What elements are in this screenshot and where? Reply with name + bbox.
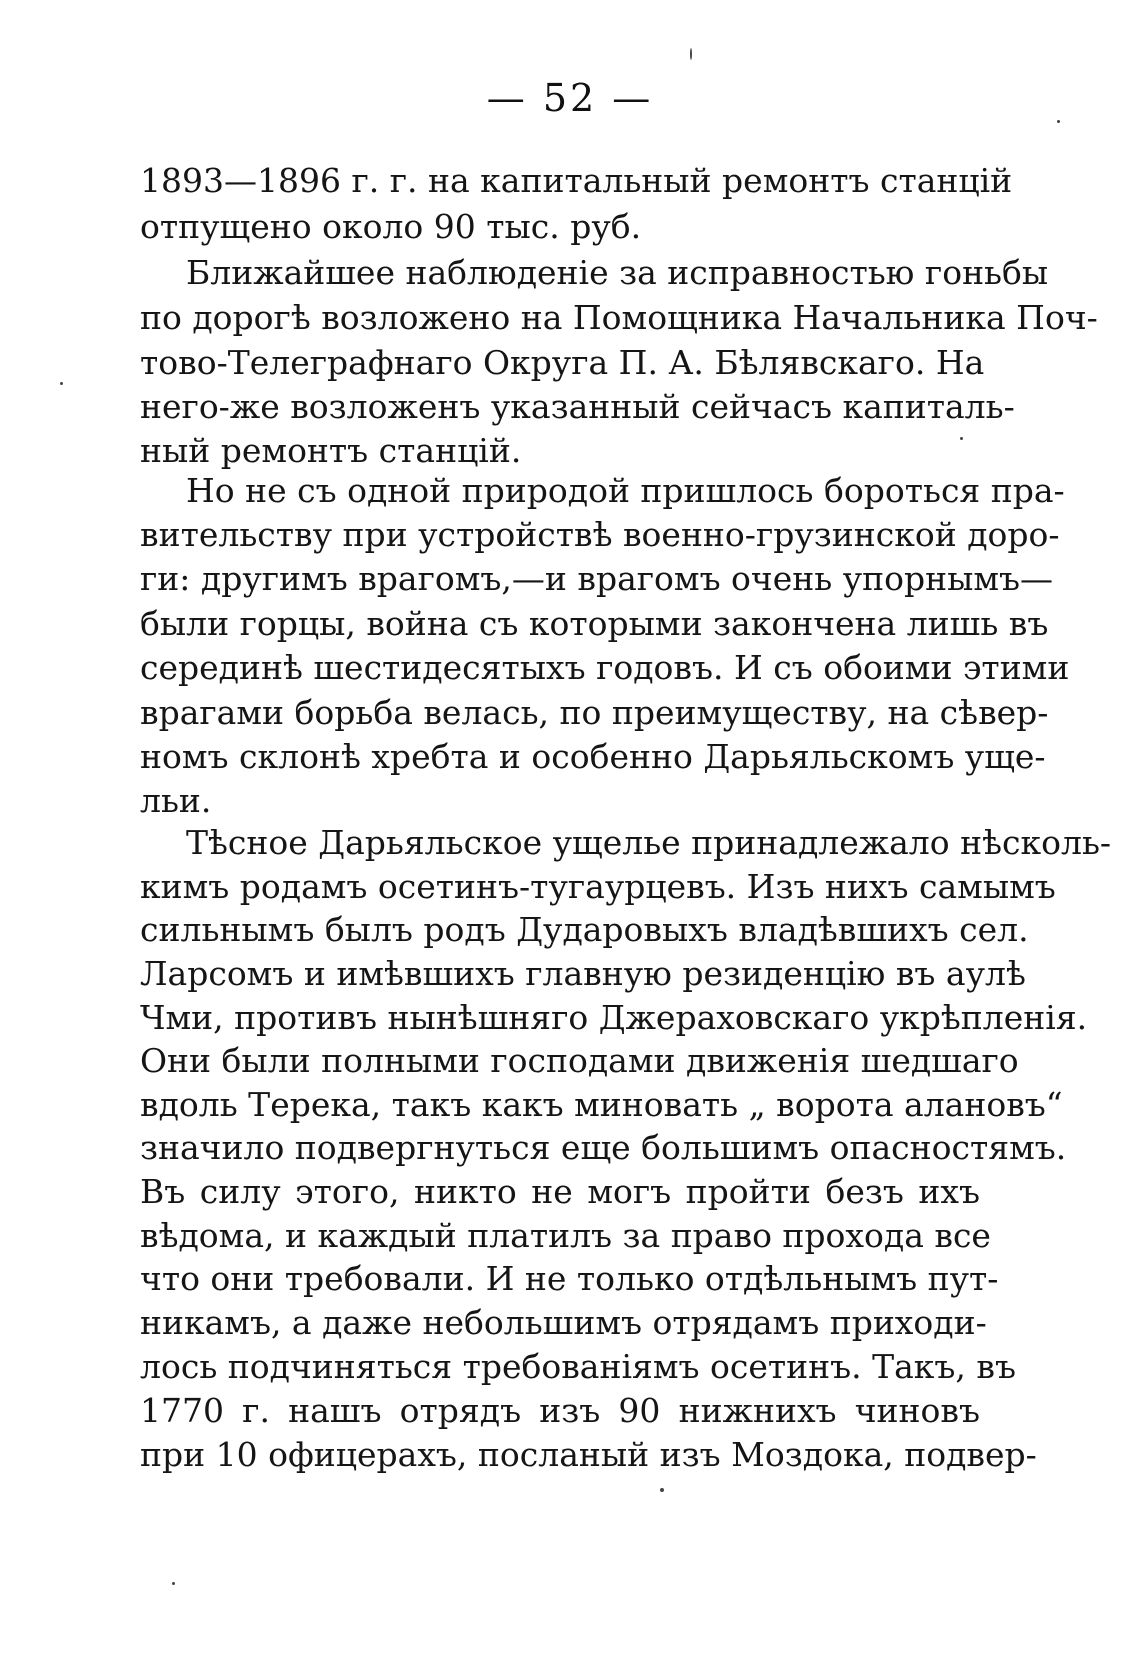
text-line: номъ склонѣ хребта и особенно Дарьяльскомъ уще-	[140, 737, 1046, 776]
text-line: него-же возложенъ указанный сейчасъ капиталь-	[140, 387, 1015, 426]
text-line: вдоль Терека, такъ какъ миновать „ ворота алановъ“	[140, 1085, 1063, 1124]
text-line: вительству при устройствѣ военно-грузинской доро-	[140, 515, 1060, 554]
text-line: серединѣ шестидесятыхъ годовъ. И съ обоими этими	[140, 648, 1070, 687]
text-line: Тѣсное Дарьяльское ущелье принадлежало нѣсколь-	[186, 823, 1112, 862]
text-line: тово-Телеграфнаго Округа П. А. Бѣлявскаго. На	[140, 343, 985, 382]
print-speck	[60, 382, 63, 385]
text-line: Но не съ одной природой пришлось бороться пра-	[186, 471, 1065, 510]
text-line: по дорогѣ возложено на Помощника Начальника Поч-	[140, 298, 1098, 337]
text-line: Въ силу этого, никто не могъ пройти безъ ихъ	[140, 1172, 980, 1211]
text-line: при 10 офицерахъ, посланый изъ Моздока, подвер-	[140, 1435, 1037, 1474]
text-line: Ближайшее наблюденіе за исправностью гоньбы	[186, 253, 1049, 292]
text-line: значило подвергнуться еще большимъ опасностямъ.	[140, 1128, 1067, 1167]
text-line: врагами борьба велась, по преимуществу, на сѣвер-	[140, 693, 1049, 732]
text-line: 1893—1896 г. г. на капитальный ремонтъ станцій	[140, 161, 1013, 200]
text-line: льи.	[140, 781, 212, 820]
text-line: что они требовали. И не только отдѣльнымъ пут-	[140, 1259, 999, 1298]
text-line: сильнымъ былъ родъ Дударовыхъ владѣвшихъ сел.	[140, 910, 1029, 949]
text-line: лось подчиняться требованіямъ осетинъ. Такъ, въ	[140, 1347, 1016, 1386]
print-speck	[1057, 120, 1060, 123]
print-speck	[660, 1488, 664, 1492]
text-line: ги: другимъ врагомъ,—и врагомъ очень упорнымъ—	[140, 559, 1054, 598]
print-speck	[690, 48, 692, 60]
text-line: вѣдома, и каждый платилъ за право прохода все	[140, 1216, 991, 1255]
text-line: были горцы, война съ которыми закончена лишь въ	[140, 604, 1049, 643]
text-line: Они были полными господами движенія шедшаго	[140, 1041, 1019, 1080]
text-line: никамъ, а даже небольшимъ отрядамъ приходи-	[140, 1303, 987, 1342]
text-line: Ларсомъ и имѣвшихъ главную резиденцію въ аулѣ	[140, 954, 1026, 993]
page-number: — 52 —	[486, 76, 654, 120]
print-speck	[172, 1582, 175, 1585]
text-line: отпущено около 90 тыс. руб.	[140, 207, 642, 246]
text-line: ный ремонтъ станцій.	[140, 431, 522, 470]
text-line: Чми, противъ нынѣшняго Джераховскаго укрѣпленія.	[140, 998, 1088, 1037]
print-speck	[960, 437, 963, 440]
text-line: кимъ родамъ осетинъ-тугаурцевъ. Изъ нихъ самымъ	[140, 867, 1056, 906]
text-line: 1770 г. нашъ отрядъ изъ 90 нижнихъ чиновъ	[140, 1391, 980, 1430]
